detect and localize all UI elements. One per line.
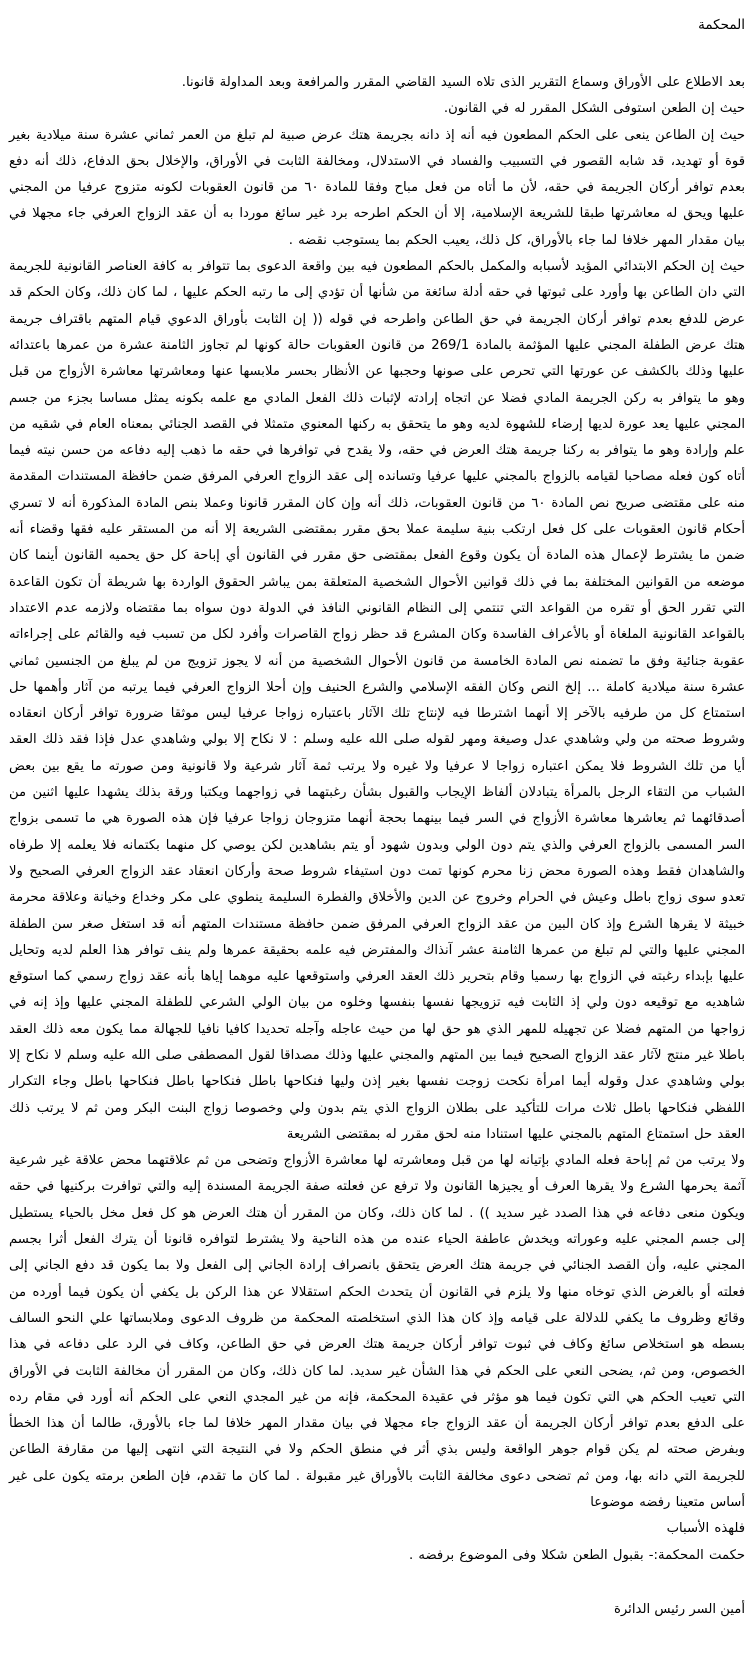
court-reasoning-paragraph: حيث إن الحكم الابتدائي المؤيد لأسبابه والمكمل بالحكم المطعون فيه بين واقعة الدعوى بما تتوافر به كافة العناصر القانونية للجريمة التي دان الطاعن بها وأورد على ثبوتها في حقه أدلة سائغة من شأنها أن تؤدي إلى ما رتبه الحكم عليها ، لما كان ذلك، وكان الحكم قد عرض للدفع بعدم توافر أركان الجريمة في حق الطاعن واطرحه في قوله (( إن الثابت بأوراق الدعوي قيام المتهم باقتراف جريمة هتك عرض الطفلة المجني عليها المؤثمة بالمادة 269/1 من قانون العقوبات حالة كونها لم تجاوز الثامنة عشرة من عمرها باعتدائه عليها وذلك بالكشف عن عورتها التي تحرص على صونها وحجبها عن الأنظار بحسر ملابسها عنها ومعاشرتها معاشرة الأزواج من قبل وهو ما يتوافر به ركن الجريمة المادي فضلا عن اتجاه إرادته لإثبات ذلك الفعل المادي مع علمه بكونه يمثل مساسا بجزء من جسم المجني عليها يعد عورة لديها إرضاء للشهوة لديه وهو ما يتحقق به ركنها المعنوي متمثلا في القصد الجنائي بمعناه العام في شقيه من علم وإرادة وهو ما يتوافر به ركنا جريمة هتك العرض في حقه، ولا يقدح في توافرها في حقه ما ذهب إليه دفاعه من حسن نيته فيما أتاه كون فعله مصاحبا لقيامه بالزواج بالمجني عليها عرفيا وتسانده إلى عقد الزواج العرفي المرفق ضمن حافظة المستندات المقدمة منه على مقتضى صريح نص المادة ٦٠ من قانون العقوبات، ذلك أنه وإن كان المقرر قانونا وعملا بنص المادة المذكورة أنه لا تسري أحكام قانون العقوبات على كل فعل ارتكب بنية سليمة عملا بحق مقرر بمقتضى الشريعة إلا أنه من المستقر عليه فقها وقضاء أنه ضمن ما يشترط لإعمال هذه المادة أن يكون وقوع الفعل بمقتضى حق مقرر في القانون أي إباحة كل حق يحميه القانون أينما كان موضعه من القوانين المختلفة بما في ذلك قوانين الأحوال الشخصية المتعلقة بمن يباشر الحقوق الواردة بها شريطة أن تكون القاعدة التي تقرر الحق أو تقره من القواعد التي تنتمي إلى النظام القانوني النافذ في الدولة دون سواه بما مقتضاه ولازمه عدم الاعتداد بالقواعد القانونية الملغاة أو بالأعراف الفاسدة وكان المشرع قد حظر زواج القاصرات وأفرد لكل من تسبب فيه والقائم على إجراءاته عقوبة جنائية وفق ما تضمنه نص المادة الخامسة من قانون الأحوال الشخصية من أنه لا يجوز تزويج من لم يبلغ من الجنسين ثماني عشرة سنة ميلادية كاملة ... إلخ النص وكان الفقه الإسلامي والشرع الحنيف وإن أحلا الزواج العرفي فيما يرتبه من آثار وأهمها حل استمتاع كل من طرفيه بالآخر إلا أنهما اشترطا فيه لإنتاج تلك الآثار باعتباره زواجا عرفيا ليس موثقا ضرورة توافر أركان انعقاده وشروط صحته من ولي وشاهدي عدل وصيغة ومهر لقوله صلى الله عليه وسلم : لا نكاح إلا بولي وشاهدي عدل فإذا فقد ذلك العقد أيا من تلك الشروط فلا يمكن اعتباره زواجا لا عرفيا ولا غيره ولا يرتب ثمة آثار شرعية ولا قانونية ومن صورته ما يقع بين بعض الشباب من التقاء الرجل بالمرأة يتبادلان ألفاظ الإيجاب والقبول بشأن رغبتهما في زواجهما ويكتبا ورقة بذلك يشهدا عليها اثنين من أصدقائهما ثم يعاشرها معاشرة الأزواج في السر فيما بينهما بحجة أنهما متزوجان زواجا عرفيا فإن هذه الصورة هي ما تسمى بزواج السر المسمى بالزواج العرفي والذي يتم دون الولي وبدون شهود أو يتم بشاهدين لكن يوصي كل منهما بكتمانه فلا يعلمه إلا طرفاه والشاهدان فقط وهذه الصورة محض زنا محرم كونها تمت دون استيفاء شروط صحة وأركان انعقاد عقد الزواج العرفي الصحيح ولا تعدو سوى زواج باطل وعيش في الحرام وخروج عن الدين والأخلاق والفطرة السليمة ينطوي على مكر وخداع وخيانة وعلاقة محرمة خبيثة لا يقرها الشرع وإذ كان البين من عقد الزواج العرفي المرفق ضمن حافظة مستندات المتهم أنه قد استغل صغر سن الطفلة المجني عليها والتي لم تبلغ من عمرها الثامنة عشر آنذاك والمفترض فيه علمه بحقيقة عمرها ولم ينف توافر هذا العلم لديه وتحايل عليها بإبداء رغبته في الزواج بها رسميا وقام بتحرير ذلك العقد العرفي واستوقعها عليه موهما إياها بأنه عقد زواج رسمي كما استوقع شاهديه مع توقيعه دون ولي إذ الثابت فيه تزويجها نفسها بنفسها وخلوه من بيان الولي الشرعي للطفلة المجني عليها وإذ إنه في زواجها من المتهم فضلا عن تجهيله للمهر الذي هو حق لها من حيث عاجله وآجله تحديدا كافيا نافيا للجهالة مما يكون معه ذلك العقد باطلا غير منتج لآثار عقد الزواج الصحيح فيما بين المتهم والمجني عليها وذلك مصداقا لقول المصطفى صلى الله عليه وسلم لا نكاح إلا بولي وشاهدي عدل وقوله أيما امرأة نكحت زوجت نفسها بغير إذن وليها فنكاحها باطل فنكاحها باطل فنكاحها باطل وجاء التكرار اللفظي فنكاحها باطل ثلاث مرات للتأكيد على بطلان الزواج الذي يتم بدون ولي وخصوصا زواج البنت البكر ومن ثم لا يرتب ذلك العقد حل استمتاع المتهم بالمجني عليها استنادا منه لحق مقرر له بمقتضى الشريعة (9, 259, 745, 1142)
for-these-reasons-line: فلهذه الأسباب (666, 1521, 745, 1537)
page-title: المحكمة (698, 17, 745, 33)
appellant-grounds-paragraph: حيث إن الطاعن ينعى على الحكم المطعون فيه أنه إذ دانه بجريمة هتك عرض صبية لم تبلغ من العمر ثماني عشرة سنة ميلادية بغير قوة أو تهديد، قد شابه القصور في التسبيب والفساد في الاستدلال، ومخالفة الثابت في الأوراق، والإخلال بحق الدفاع، ذلك أنه دفع بعدم توافر أركان الجريمة في حقه، لأن ما أتاه من فعل مباح وفقا للمادة ٦٠ من قانون العقوبات لكونه متزوج عرفيا من المجني عليها ويحق له معاشرتها طبقا للشريعة الإسلامية، إلا أن الحكم اطرحه برد غير سائغ موردا به أن عقد الزواج العرفي جاء مجهلا في بيان مقدار المهر خلافا لما جاء بالأوراق، كل ذلك، يعيب الحكم بما يستوجب نقضه . (9, 127, 745, 248)
verdict-line: حكمت المحكمة:- بقبول الطعن شكلا وفى الموضوع برفضه . (409, 1547, 745, 1563)
preamble-paragraph: بعد الاطلاع على الأوراق وسماع التقرير الذى تلاه السيد القاضي المقرر والمرافعة وبعد المداولة قانونا. (181, 75, 745, 90)
court-rebuttal-paragraph: ولا يرتب من ثم إباحة فعله المادي بإتيانه لها من قبل ومعاشرته لها معاشرة الأزواج وتضحى من ثم علاقتهما محض علاقة غير شرعية آثمة يحرمها الشرع ولا يقرها العرف أو يجيزها القانون ولا ترفع عن فعلته صفة الجريمة المسندة إليه والتي توافرت بركنيها في حقه ويكون منعى دفاعه في هذا الصدد غير سديد )) . لما كان ذلك، وكان من المقرر أن هتك العرض هو كل فعل مخل بالحياء يستطيل إلى جسم المجني عليه وعوراته ويخدش عاطفة الحياء عنده من هذه الناحية ولا يشترط لتوافره قانونا أن يترك الفعل أثرا بجسم المجني عليه، وأن القصد الجنائي في جريمة هتك العرض يتحقق بانصراف إرادة الجاني إلى الفعل ولا بما يكون قد دفع الجاني إلى فعلته أو بالغرض الذي توخاه منها ولا يلزم في القانون أن يتحدث الحكم استقلالا عن هذا الركن بل يكفي أن يكون فيما أورده من وقائع وظروف ما يكفي للدلالة على قيامه وإذ كان هذا الذي استخلصته المحكمة من ظروف الدعوى وملابساتها علي النحو السالف بسطه هو استخلاص سائغ وكاف في ثبوت توافر أركان جريمة هتك العرض في حق الطاعن، وكاف في الرد على دفاعه في هذا الخصوص، ومن ثم، يضحى النعي على الحكم في هذا الشأن غير سديد. لما كان ذلك، وكان من المقرر أن مخالفة الثابت في الأوراق التي تعيب الحكم هي التي تكون فيما هو مؤثر في عقيدة المحكمة، فإنه من غير المجدي النعي على الحكم أنه أورد في مقام رده على الدفع بعدم توافر أركان الجريمة أن عقد الزواج جاء مجهلا في بيان مقدار المهر خلافا لما جاء بالأورق، طالما أن هذا الخطأ وبفرض صحته لم يكن قوام جوهر الواقعة وليس بذي أثر في منطق الحكم ولا في النتيجة التي انتهى إليها من مقارفة الطاعن للجريمة التي دانه بها، ومن ثم تضحى دعوى مخالفة الثابت بالأوراق غير مقبولة . لما كان ما تقدم، فإن الطعن برمته يكون على غير أساس متعينا رفضه موضوعا (9, 1153, 745, 1511)
signature-line: أمين السر رئيس الدائرة (614, 1601, 745, 1617)
form-admissibility-paragraph: حيث إن الطعن استوفى الشكل المقرر له في القانون. (443, 101, 745, 117)
